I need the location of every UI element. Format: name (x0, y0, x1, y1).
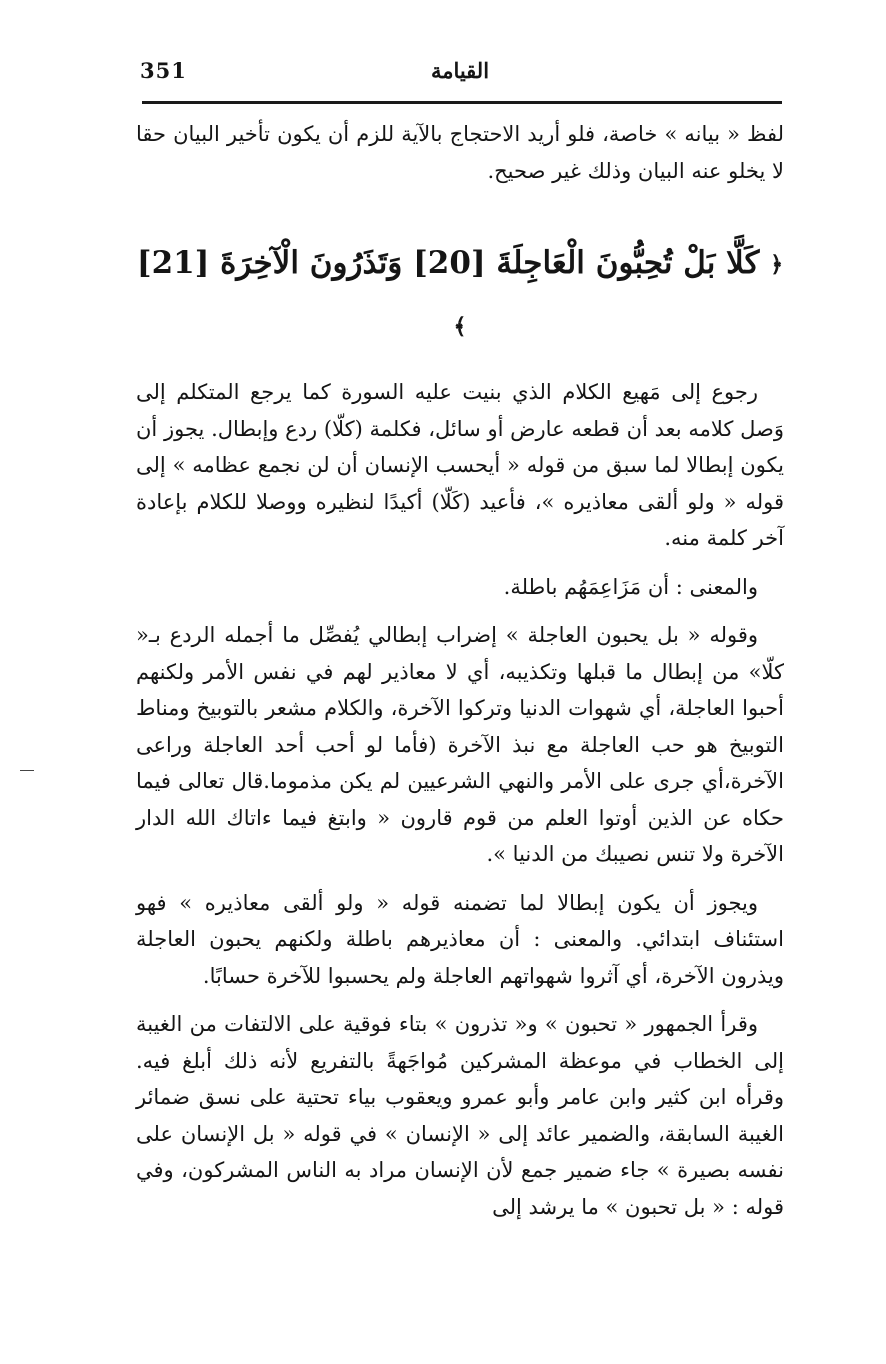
paragraph-readings: وقرأ الجمهور « تحبون » و« تذرون » بتاء فوقية على الالتفات من الغيبة إلى الخطاب في موعظة المشركين مُواجَهةً بالتفريع لأنه ذلك أبلغ فيه. وقرأه ابن كثير وابن عامر وأبو عمرو ويعقوب بياء تحتية على نسق ضمائر الغيبة السابقة، والضمير عائد إلى « الإنسان » في قوله « بل الإنسان على نفسه بصيرة » جاء ضمير جمع لأن الإنسان مراد به الناس المشركون، وفي قوله : « بل تحبون » ما يرشد إلى (136, 1012, 784, 1219)
running-title: القيامة (430, 58, 490, 83)
paragraph-commentary-3: ويجوز أن يكون إبطالا لما تضمنه قوله « ولو ألقى معاذيره » فهو استئناف ابتدائي. والمعنى : أن معاذيرهم باطلة ولكنهم يحبون العاجلة ويذرون الآخرة، أي آثروا شهواتهم العاجلة ولم يحسبوا للآخرة حسابًا. (136, 890, 784, 988)
verse-text: كَلَّا بَلْ تُحِبُّونَ الْعَاجِلَةَ [20] وَتَذَرُونَ الْآخِرَةَ [21] (136, 245, 760, 281)
page-header (140, 52, 780, 100)
paragraph-commentary-1: رجوع إلى مَهيع الكلام الذي بنيت عليه السورة كما يرجع المتكلم إلى وَصل كلامه بعد أن قطعه عارض أو سائل، فكلمة (كلّا) ردع وإبطال. يجوز أن يكون إبطالا لما سبق من قوله « أيحسب الإنسان أن لن نجمع عظامه » إلى قوله « ولو ألقى معاذيره »، فأعيد (كَلّا) أكيدًا لنظيره ووصلا للكلام بإعادة آخر كلمة منه. (136, 380, 784, 550)
paragraph-commentary-2: وقوله « بل يحبون العاجلة » إضراب إبطالي يُفصِّل ما أجمله الردع بـ« كلّا» من إبطال ما قبلها وتكذيبه، أي لا معاذير لهم في نفس الأمر ولكنهم أحبوا العاجلة، أي شهوات الدنيا وتركوا الآخرة، والكلام مشعر بالتوبيخ ومناط التوبيخ هو حب العاجلة مع نبذ الآخرة (فأما لو أحب أحد العاجلة وراعى الآخرة،أي جرى على الأمر والنهي الشرعيين لم يكن مذموما.قال تعالى فيما حكاه عن الذين أوتوا العلم من قوم قارون « وابتغ فيما ءاتاك الله الدار الآخرة ولا تنس نصيبك من الدنيا ». (136, 623, 784, 866)
page-number: 351 (140, 58, 187, 83)
quran-verse (136, 233, 784, 356)
paragraph-continued: لفظ « بيانه » خاصة، فلو أريد الاحتجاج بالآية للزم أن يكون تأخير البيان حقا لا يخلو عنه البيان وذلك غير صحيح. (136, 122, 784, 183)
paragraph-meaning: والمعنى : أن مَزَاعِمَهُم باطلة. (503, 574, 758, 599)
verse-open-bracket: ﴿ (770, 251, 784, 278)
margin-mark (20, 770, 34, 771)
page-body (136, 116, 784, 1225)
verse-close-bracket: ﴾ (453, 313, 467, 339)
header-rule (142, 101, 782, 104)
